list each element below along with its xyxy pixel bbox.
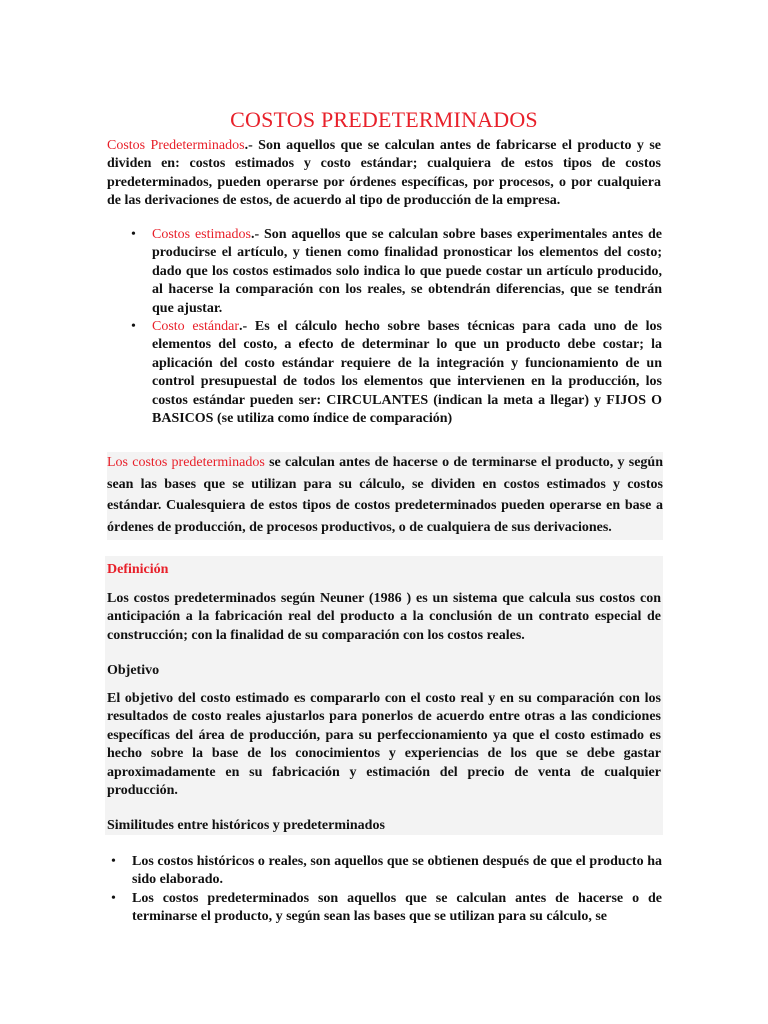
paragraph2-text: se calculan antes de hacerse o de terminarse el producto, y según sean las bases que se utilizan para su cálculo, se dividen en costos estimados y costos estándar. Cualesquiera de estos tipos de costos predeterminados pueden operarse en base a órdenes de producción, de procesos productivos, o de cualquiera de sus derivaciones. xyxy=(107,455,663,535)
intro-term: Costos Predeterminados xyxy=(107,138,245,153)
intro-paragraph xyxy=(107,137,661,211)
bullet-icon: • xyxy=(131,227,136,242)
list-item-text: Los costos predeterminados son aquellos que se calculan antes de hacerse o de terminarse el producto, y según sean las bases que se utilizan para su cálculo, se xyxy=(132,890,662,925)
page-title: COSTOS PREDETERMINADOS xyxy=(230,106,538,132)
list-item xyxy=(131,318,662,428)
list-item-term: Costos estimados xyxy=(152,227,251,242)
cost-types-list xyxy=(131,226,662,428)
definition-heading: Definición xyxy=(107,562,169,577)
objective-text: El objetivo del costo estimado es compararlo con el costo real y en su comparación con los resultados de costo reales ajustarlos para ponerlos de acuerdo entre otras a las condiciones específicas del área de producción, para su perfeccionamiento ya que el costo estimado es hecho sobre la base de los conocimientos y experiencias de los que se debe gastar aproximadamente en su fabricación y estimación del precio de venta de cualquier producción. xyxy=(107,691,661,799)
bullet-icon: • xyxy=(111,890,116,906)
list-item-text: .- Es el cálculo hecho sobre bases técnicas para cada uno de los elementos del costo, a efecto de determinar lo que un producto debe costar; la aplicación del costo estándar requiere de la integración y funcionamiento de un control presupuestal de todos los elementos que intervienen en la producción, los costos estándar pueden ser: CIRCULANTES (indican la meta a llegar) y FIJOS O BASICOS (se utiliza como índice de comparación) xyxy=(152,319,662,427)
bullet-icon: • xyxy=(131,319,136,335)
similarities-list xyxy=(111,853,662,927)
list-item xyxy=(111,890,662,927)
list-item xyxy=(111,853,662,890)
list-item xyxy=(131,226,662,318)
predetermined-costs-paragraph xyxy=(107,452,663,540)
list-item-text: Los costos históricos o reales, son aquellos que se obtienen después de que el producto ha sido elaborado. xyxy=(132,854,662,888)
list-item-term: Costo estándar xyxy=(152,319,240,335)
similarities-heading: Similitudes entre históricos y predeterminados xyxy=(107,818,385,833)
paragraph2-term: Los costos predeterminados xyxy=(107,455,265,470)
definition-text: Los costos predeterminados según Neuner (1986 ) es un sistema que calcula sus costos con anticipación a la fabricación real del producto a la conclusión de un contrato especial de construcción; con la finalidad de su comparación con los costos reales. xyxy=(107,591,661,643)
intro-text: .- Son aquellos que se calculan antes de fabricarse el producto y se dividen en: costos estimados y costo estándar; cualquiera de estos tipos de costos predeterminados, pueden operarse por órdenes específicas, por procesos, o por cualquiera de las derivaciones de estos, de acuerdo al tipo de producción de la empresa. xyxy=(107,138,661,209)
objective-heading: Objetivo xyxy=(107,663,160,678)
bullet-icon: • xyxy=(111,854,116,869)
list-item-text: .- Son aquellos que se calculan sobre bases experimentales antes de producirse el artículo, y tienen como finalidad pronosticar los elementos del costo; dado que los costos estimados solo indica lo que puede costar un artículo producido, al hacerse la comparación con los reales, se obtendrán diferencias, que se tendrán que ajustar. xyxy=(152,227,662,316)
